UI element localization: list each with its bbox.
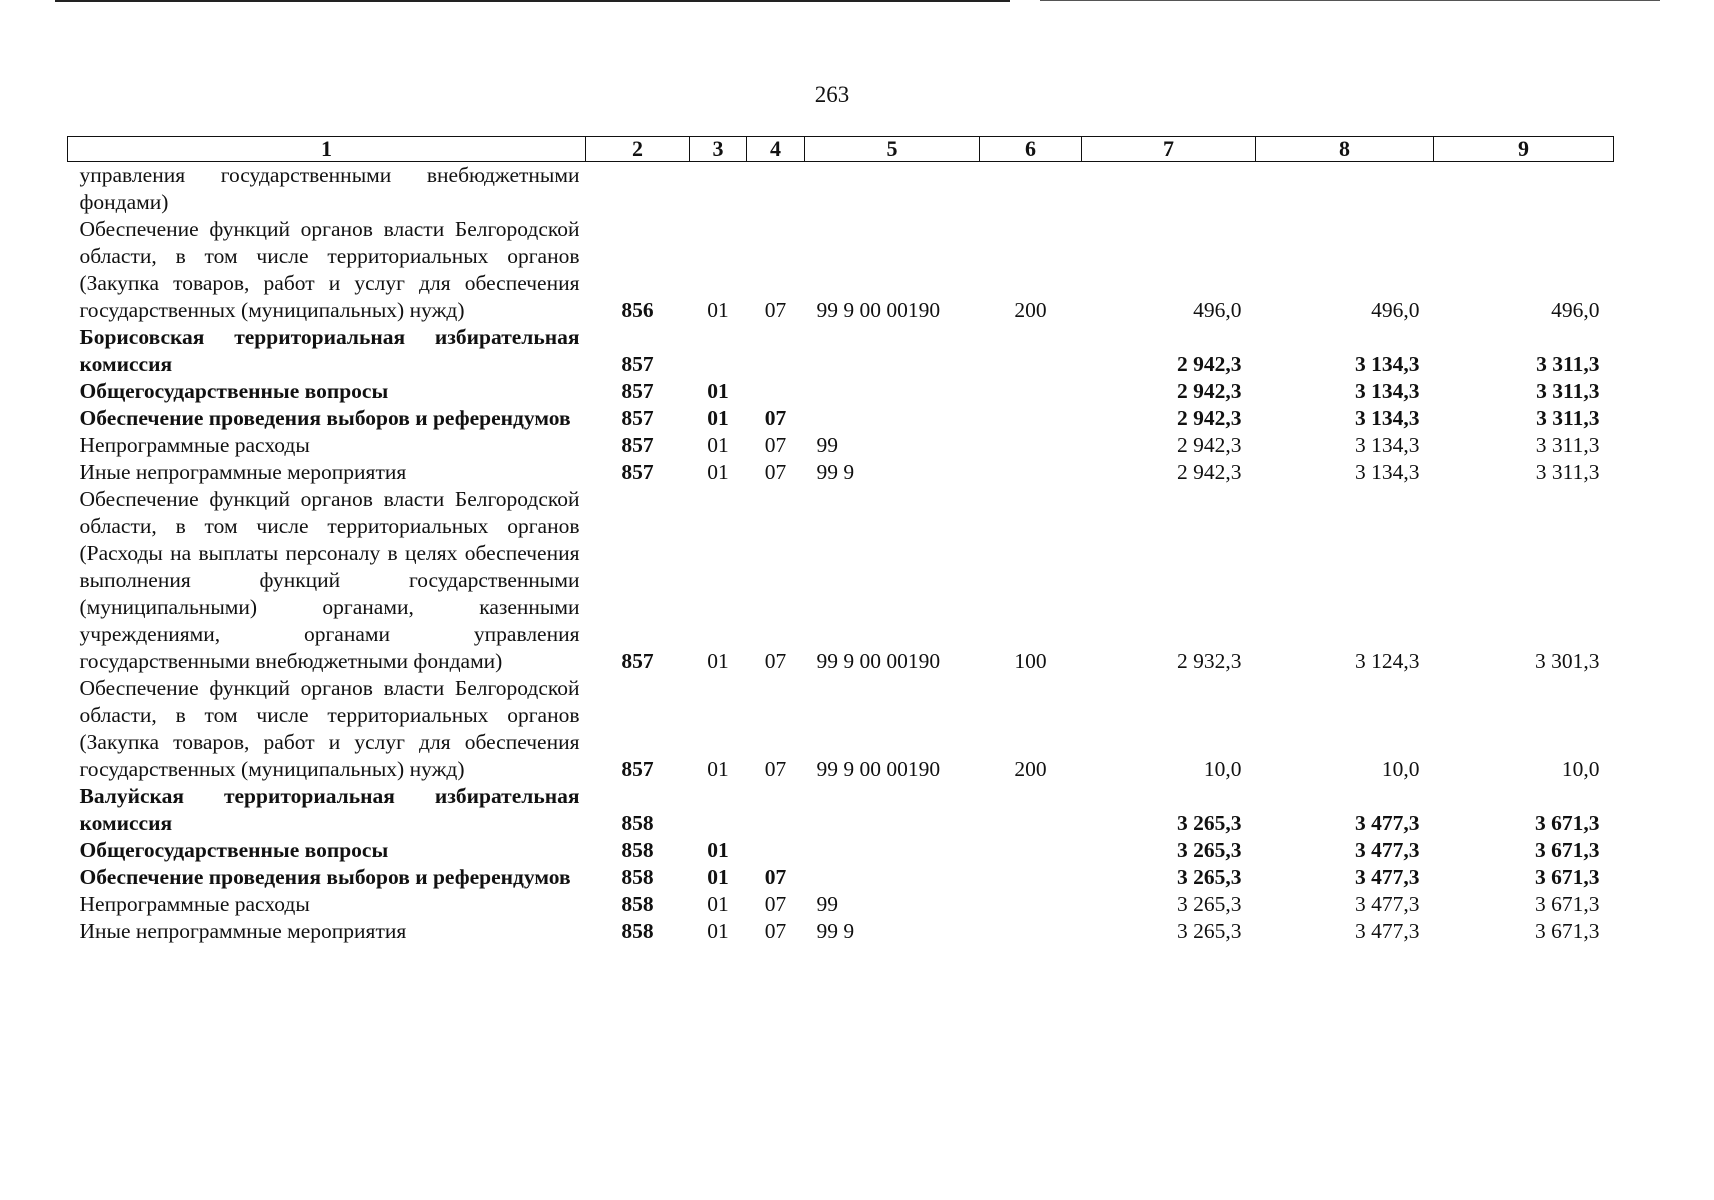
row-code: 857: [621, 757, 654, 781]
row-amount-col9: 496,0: [1551, 298, 1600, 322]
row-subsection: 07: [764, 892, 787, 916]
row-amount-col9: 10,0: [1561, 757, 1600, 781]
row-section: 01: [707, 919, 729, 943]
header-col-9: 9: [1434, 137, 1614, 162]
row-amount-col7: 2 942,3: [1177, 352, 1242, 376]
row-amount-col7: 496,0: [1193, 298, 1242, 322]
row-amount-col9: 3 301,3: [1535, 649, 1600, 673]
row-subsection: 07: [764, 406, 787, 430]
table-row: [68, 918, 1614, 945]
row-amount-col8: 10,0: [1381, 757, 1420, 781]
row-code: 857: [621, 460, 654, 484]
header-col-1: 1: [68, 137, 586, 162]
row-amount-col9: 3 311,3: [1536, 379, 1600, 403]
row-amount-col7: 10,0: [1203, 757, 1242, 781]
row-amount-col8: 3 134,3: [1355, 433, 1420, 457]
row-expense-type: [980, 864, 1082, 891]
row-expense-type: 200: [1014, 298, 1047, 322]
row-amount-col7: 3 265,3: [1177, 865, 1242, 889]
row-amount-col8: 3 477,3: [1355, 865, 1420, 889]
row-section: 01: [707, 379, 729, 403]
row-code: 857: [621, 649, 654, 673]
row-subsection: [747, 324, 805, 378]
row-expense-type: [980, 432, 1082, 459]
row-expense-type: [980, 459, 1082, 486]
row-amount-col7: 2 942,3: [1177, 433, 1242, 457]
top-border-line: [55, 0, 1010, 2]
table-body: [68, 162, 1614, 946]
row-amount-col8: 3 124,3: [1355, 649, 1420, 673]
row-subsection: 07: [764, 460, 787, 484]
row-section: [690, 162, 747, 217]
top-border-line-right: [1040, 0, 1660, 1]
row-amount-col8: 3 134,3: [1355, 379, 1420, 403]
row-subsection: 07: [764, 433, 787, 457]
row-target-article: 99 9: [816, 919, 855, 943]
row-expense-type: [980, 324, 1082, 378]
row-target-article: [805, 378, 980, 405]
row-amount-col7: [1082, 162, 1256, 217]
header-col-6: 6: [980, 137, 1082, 162]
row-target-article: [805, 405, 980, 432]
row-name: Иные непрограммные мероприятия: [79, 460, 407, 484]
table-row: [68, 486, 1614, 675]
row-subsection: [747, 783, 805, 837]
row-section: [690, 783, 747, 837]
row-section: 01: [707, 298, 729, 322]
row-expense-type: [980, 837, 1082, 864]
row-amount-col9: 3 671,3: [1535, 838, 1600, 862]
row-name: Общегосударственные вопросы: [79, 379, 389, 403]
header-row: [68, 137, 1614, 162]
row-target-article: 99 9 00 00190: [816, 757, 941, 781]
row-amount-col7: 3 265,3: [1177, 811, 1242, 835]
row-section: 01: [707, 649, 729, 673]
row-amount-col8: [1256, 162, 1434, 217]
row-code: 858: [621, 865, 654, 889]
row-amount-col9: 3 311,3: [1536, 352, 1600, 376]
row-code: 858: [621, 811, 654, 835]
row-amount-col9: 3 671,3: [1535, 919, 1600, 943]
table-row: [68, 378, 1614, 405]
table-row: [68, 783, 1614, 837]
row-target-article: 99: [816, 892, 838, 916]
row-target-article: [805, 837, 980, 864]
row-code: [586, 162, 690, 217]
row-section: 01: [707, 406, 729, 430]
row-section: [690, 324, 747, 378]
row-section: 01: [707, 865, 729, 889]
row-expense-type: [980, 378, 1082, 405]
table-row: [68, 162, 1614, 217]
row-amount-col9: 3 671,3: [1535, 892, 1600, 916]
row-amount-col8: 3 134,3: [1355, 352, 1420, 376]
header-col-3: 3: [690, 137, 747, 162]
row-target-article: [805, 162, 980, 217]
row-expense-type: [980, 891, 1082, 918]
header-col-4: 4: [747, 137, 805, 162]
row-subsection: 07: [764, 298, 787, 322]
table-row: [68, 459, 1614, 486]
row-amount-col8: 3 477,3: [1355, 892, 1420, 916]
row-code: 857: [621, 352, 654, 376]
header-col-2: 2: [586, 137, 690, 162]
table-header: [68, 137, 1614, 162]
row-target-article: [805, 783, 980, 837]
row-subsection: 07: [764, 865, 787, 889]
row-name: Иные непрограммные мероприятия: [79, 919, 407, 943]
table-row: [68, 432, 1614, 459]
header-col-5: 5: [805, 137, 980, 162]
row-name: Борисовская территориальная избирательная комиссия: [79, 325, 580, 376]
row-name: Обеспечение функций органов власти Белгородской области, в том числе территориальных органов (Закупка товаров, работ и услуг для обеспечения государственных (муниципальных) нужд): [79, 217, 580, 322]
row-name: Обеспечение проведения выборов и референдумов: [79, 406, 571, 430]
row-code: 856: [621, 298, 654, 322]
row-section: 01: [707, 433, 729, 457]
row-amount-col9: 3 671,3: [1535, 811, 1600, 835]
row-amount-col7: 2 942,3: [1177, 406, 1242, 430]
row-target-article: 99: [816, 433, 838, 457]
row-subsection: [747, 162, 805, 217]
row-amount-col7: 2 942,3: [1177, 379, 1242, 403]
row-amount-col8: 3 477,3: [1355, 811, 1420, 835]
row-code: 857: [621, 379, 654, 403]
table-row: [68, 891, 1614, 918]
row-code: 858: [621, 892, 654, 916]
budget-table: [67, 136, 1614, 945]
row-section: 01: [707, 757, 729, 781]
table-row: [68, 675, 1614, 783]
row-code: 858: [621, 838, 654, 862]
row-expense-type: [980, 162, 1082, 217]
row-amount-col9: 3 311,3: [1535, 433, 1600, 457]
row-amount-col7: 2 942,3: [1177, 460, 1242, 484]
row-target-article: 99 9: [816, 460, 855, 484]
row-expense-type: [980, 783, 1082, 837]
row-subsection: [747, 378, 805, 405]
row-target-article: [805, 324, 980, 378]
row-amount-col8: 3 134,3: [1355, 460, 1420, 484]
header-col-7: 7: [1082, 137, 1256, 162]
row-amount-col8: 496,0: [1371, 298, 1420, 322]
row-name: Непрограммные расходы: [79, 892, 310, 916]
row-amount-col8: 3 134,3: [1355, 406, 1420, 430]
row-expense-type: 200: [1014, 757, 1047, 781]
page-number: 263: [814, 82, 850, 107]
table-row: [68, 324, 1614, 378]
row-name: Непрограммные расходы: [79, 433, 310, 457]
row-subsection: 07: [764, 649, 787, 673]
row-name: Обеспечение функций органов власти Белгородской области, в том числе территориальных органов (Закупка товаров, работ и услуг для обеспечения государственных (муниципальных) нужд): [79, 676, 580, 781]
row-amount-col7: 2 932,3: [1177, 649, 1242, 673]
row-expense-type: [980, 405, 1082, 432]
row-name: управления государственными внебюджетными фондами): [79, 163, 580, 214]
row-amount-col9: [1434, 162, 1614, 217]
row-expense-type: 100: [1014, 649, 1047, 673]
row-code: 857: [621, 406, 654, 430]
row-amount-col8: 3 477,3: [1355, 838, 1420, 862]
row-subsection: 07: [764, 757, 787, 781]
row-name: Обеспечение функций органов власти Белгородской области, в том числе территориальных органов (Расходы на выплаты персоналу в целях обеспечения выполнения функций государственными (муниципальными) органами, казенными учреждениями, органами управления государственными внебюджетными фондами): [79, 487, 580, 673]
row-name: Валуйская территориальная избирательная комиссия: [79, 784, 580, 835]
row-amount-col7: 3 265,3: [1177, 838, 1242, 862]
row-subsection: [747, 837, 805, 864]
table-row: [68, 837, 1614, 864]
row-amount-col9: 3 311,3: [1535, 460, 1600, 484]
row-code: 858: [621, 919, 654, 943]
row-code: 857: [621, 433, 654, 457]
row-section: 01: [707, 460, 729, 484]
row-target-article: 99 9 00 00190: [816, 298, 941, 322]
row-amount-col9: 3 311,3: [1536, 406, 1600, 430]
row-target-article: [805, 864, 980, 891]
row-section: 01: [707, 892, 729, 916]
row-name: Общегосударственные вопросы: [79, 838, 389, 862]
row-section: 01: [707, 838, 729, 862]
table-row: [68, 864, 1614, 891]
row-amount-col7: 3 265,3: [1177, 892, 1242, 916]
row-subsection: 07: [764, 919, 787, 943]
row-name: Обеспечение проведения выборов и референдумов: [79, 865, 571, 889]
row-amount-col8: 3 477,3: [1355, 919, 1420, 943]
row-expense-type: [980, 918, 1082, 945]
table-row: [68, 405, 1614, 432]
row-target-article: 99 9 00 00190: [816, 649, 941, 673]
table-row: [68, 216, 1614, 324]
row-amount-col9: 3 671,3: [1535, 865, 1600, 889]
row-amount-col7: 3 265,3: [1177, 919, 1242, 943]
header-col-8: 8: [1256, 137, 1434, 162]
